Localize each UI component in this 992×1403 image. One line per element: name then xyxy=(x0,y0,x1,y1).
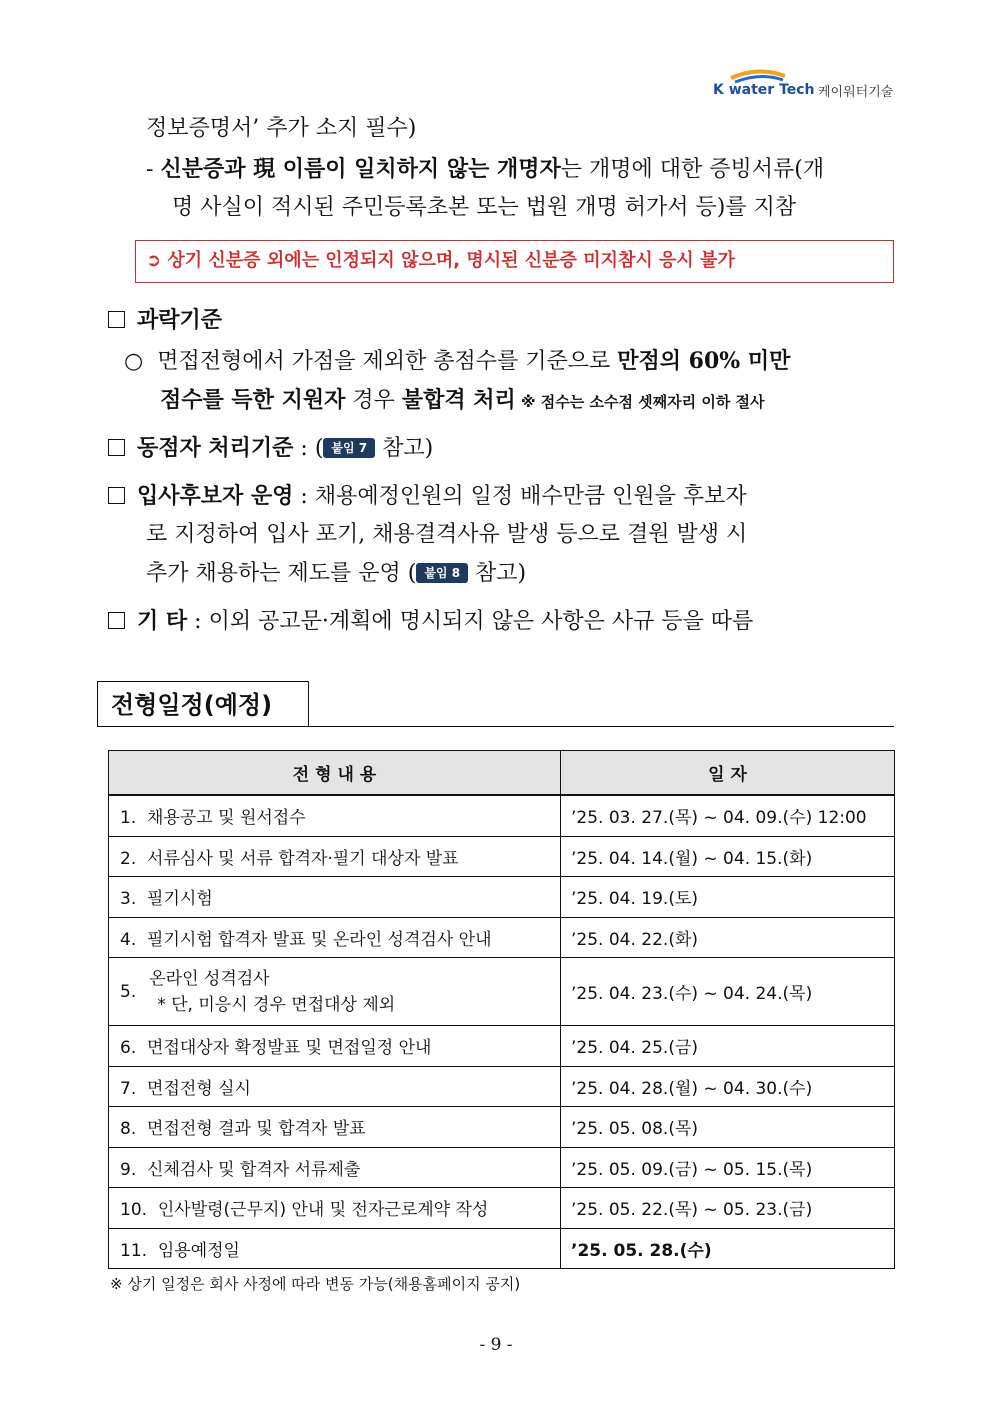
checkbox-icon xyxy=(108,311,125,328)
table-header-row xyxy=(109,751,895,796)
candidate-text-1: : 채용예정인원의 일정 배수만큼 인원을 후보자 xyxy=(293,484,747,509)
row-number: 10. xyxy=(120,1200,148,1221)
fail-criteria-heading xyxy=(108,301,222,339)
fail-criteria-line-1 xyxy=(124,342,790,381)
tie-tail: 참고) xyxy=(375,436,434,461)
row-item: 필기시험 합격자 발표 및 온라인 성격검사 안내 xyxy=(147,929,492,950)
section-rule xyxy=(97,726,894,727)
table-row xyxy=(109,917,895,958)
candidate-line-1 xyxy=(108,477,747,516)
candidate-line-3 xyxy=(146,555,526,593)
fail-bold-2: 점수를 득한 지원자 xyxy=(160,387,346,413)
row-date: ’25. 04. 22.(화) xyxy=(561,917,895,958)
row-date: ’25. 05. 28.(수) xyxy=(561,1228,895,1269)
row-item: 신체검사 및 합격자 서류제출 xyxy=(147,1159,361,1180)
checkbox-icon xyxy=(108,487,125,504)
fail-bold-3: 불합격 처리 xyxy=(401,387,516,413)
row-item: 필기시험 xyxy=(147,889,213,910)
etc-title: 기 타 xyxy=(137,608,188,634)
rename-line xyxy=(146,150,824,189)
row-number: 6. xyxy=(120,1038,137,1059)
table-row xyxy=(109,836,895,877)
candidate-title: 입사후보자 운영 xyxy=(137,483,294,509)
header-content: 전 형 내 용 xyxy=(109,751,561,796)
row-number: 9. xyxy=(120,1159,137,1180)
rename-cont: 명 사실이 적시된 주민등록초본 또는 법원 개명 허가서 등)를 지참 xyxy=(172,195,797,220)
row-date: ’25. 04. 25.(금) xyxy=(561,1026,895,1067)
company-logo xyxy=(713,68,813,102)
row-date: ’25. 03. 27.(목) ~ 04. 09.(수) 12:00 xyxy=(561,795,895,836)
table-row xyxy=(109,1107,895,1148)
row-number: 4. xyxy=(120,929,137,950)
candidate-tail: 참고) xyxy=(468,561,527,586)
tie-colon: : ( xyxy=(293,436,324,461)
page-number: - 9 - xyxy=(479,1335,513,1355)
row-date: ’25. 04. 19.(토) xyxy=(561,877,895,918)
row-date: ’25. 04. 23.(수) ~ 04. 24.(목) xyxy=(561,958,895,1026)
fail-criteria-line-2 xyxy=(160,381,765,421)
row-item: 면접전형 결과 및 합격자 발표 xyxy=(147,1119,366,1140)
rename-bold: 신분증과 現 이름이 일치하지 않는 개명자 xyxy=(160,156,561,182)
row-date: ’25. 04. 14.(월) ~ 04. 15.(화) xyxy=(561,836,895,877)
table-row xyxy=(109,1066,895,1107)
table-row xyxy=(109,1147,895,1188)
row-date: ’25. 05. 09.(금) ~ 05. 15.(목) xyxy=(561,1147,895,1188)
etc-line xyxy=(108,602,753,641)
fail-text-1: 면접전형에서 가점을 제외한 총점수를 기준으로 xyxy=(157,349,618,374)
row-number: 5. xyxy=(120,981,137,1002)
row-date: ’25. 05. 08.(목) xyxy=(561,1107,895,1148)
tie-line xyxy=(108,429,433,468)
row-item: 면접전형 실시 xyxy=(147,1078,251,1099)
schedule-table xyxy=(108,750,895,1269)
brand-name: K water Tech xyxy=(713,82,815,98)
fail-criteria-title: 과락기준 xyxy=(137,307,223,333)
table-row xyxy=(109,1188,895,1229)
schedule-footnote: ※ 상기 일정은 회사 사정에 따라 변동 가능(채용홈페이지 공지) xyxy=(110,1275,521,1293)
row-date: ’25. 05. 22.(목) ~ 05. 23.(금) xyxy=(561,1188,895,1229)
table-row xyxy=(109,1228,895,1269)
checkbox-icon xyxy=(108,439,125,456)
table-row xyxy=(109,877,895,918)
row-date: ’25. 04. 28.(월) ~ 04. 30.(수) xyxy=(561,1066,895,1107)
row-subnote: * 단, 미응시 경우 면접대상 제외 xyxy=(157,994,396,1015)
table-row xyxy=(109,795,895,836)
row-item: 면접대상자 확정발표 및 면접일정 안내 xyxy=(147,1038,432,1059)
row-item: 인사발령(근무지) 안내 및 전자근로계약 작성 xyxy=(157,1200,489,1221)
table-row xyxy=(109,1026,895,1067)
etc-text: : 이외 공고문·계획에 명시되지 않은 사항은 사규 등을 따름 xyxy=(187,609,754,634)
row-number: 8. xyxy=(120,1119,137,1140)
candidate-text-3: 추가 채용하는 제도를 운영 ( xyxy=(146,561,417,586)
bullet-circle: ○ xyxy=(124,349,144,374)
rename-dash: - xyxy=(146,157,154,182)
attachment-tag-8: 붙임 8 xyxy=(416,563,468,583)
row-number: 2. xyxy=(120,848,137,869)
row-item: 서류심사 및 서류 합격자·필기 대상자 발표 xyxy=(147,848,459,869)
table-row xyxy=(109,958,895,1026)
fail-note: ※ 점수는 소수점 셋째자리 이하 절사 xyxy=(515,393,765,411)
rename-rest: 는 개명에 대한 증빙서류(개 xyxy=(560,157,825,182)
row-number: 1. xyxy=(120,808,137,829)
checkbox-icon xyxy=(108,612,125,629)
row-item: 온라인 성격검사 xyxy=(149,968,270,989)
header-date: 일 자 xyxy=(561,751,895,796)
notice-box: ➲ 상기 신분증 외에는 인정되지 않으며, 명시된 신분증 미지참시 응시 불가 xyxy=(135,240,894,283)
brand-name-korean: 케이워터기술 xyxy=(818,85,894,100)
row-number: 11. xyxy=(120,1240,148,1261)
row-item: 임용예정일 xyxy=(157,1240,240,1261)
row-item: 채용공고 및 원서접수 xyxy=(147,808,306,829)
attachment-tag-7: 붙임 7 xyxy=(323,438,375,458)
candidate-line-2: 로 지정하여 입사 포기, 채용결격사유 발생 등으로 결원 발생 시 xyxy=(146,522,748,547)
fail-text-2: 경우 xyxy=(345,388,402,413)
id-line-1: 정보증명서’ 추가 소지 필수) xyxy=(146,116,417,141)
schedule-title: 전형일정(예정) xyxy=(97,681,309,727)
tie-title: 동점자 처리기준 xyxy=(137,435,294,461)
row-number: 3. xyxy=(120,889,137,910)
fail-bold-1: 만점의 60% 미만 xyxy=(617,348,791,374)
row-number: 7. xyxy=(120,1078,137,1099)
